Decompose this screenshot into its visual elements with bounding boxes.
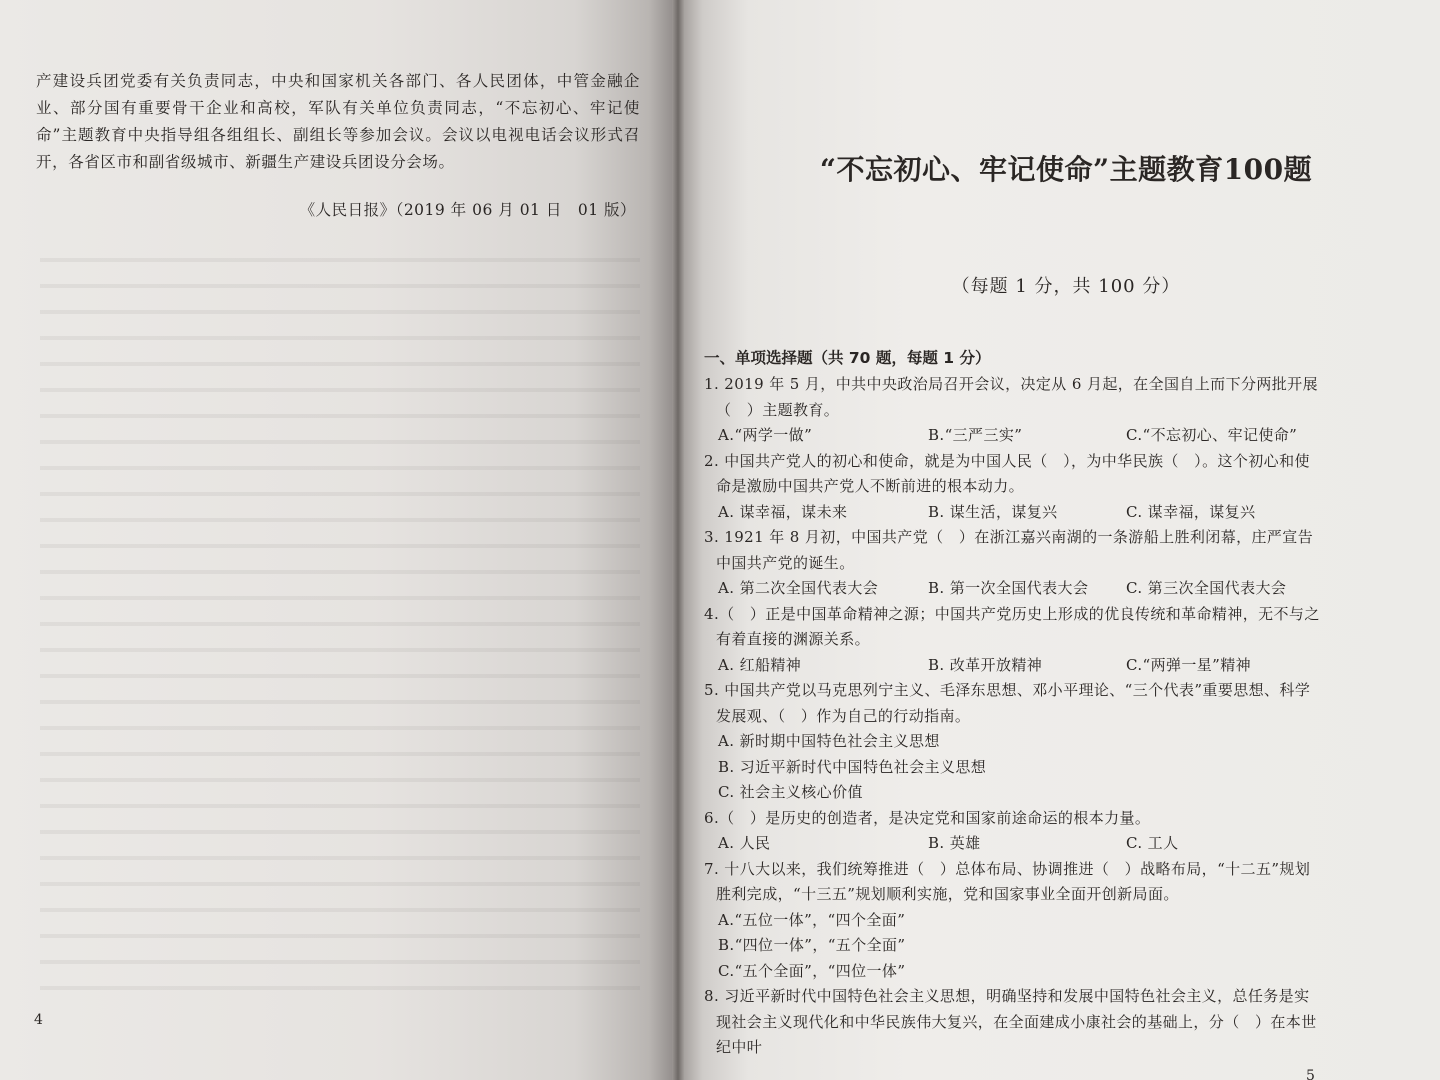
- question-stem: 8. 习近平新时代中国特色社会主义思想，明确坚持和发展中国特色社会主义，总任务是实现社会主义现代化和中华民族伟大复兴，在全面建成小康社会的基础上，分（ ）在本世纪中叶: [704, 987, 1317, 1056]
- show-through-text: [40, 240, 640, 1000]
- question-options: [704, 831, 1320, 857]
- question-item: [704, 372, 1320, 449]
- question-stem: 5. 中国共产党以马克思列宁主义、毛泽东思想、邓小平理论、“三个代表”重要思想、科学发展观、（ ）作为自己的行动指南。: [704, 681, 1311, 725]
- option-c: C.“两弹一星”精神: [1126, 655, 1252, 674]
- left-paragraph: 产建设兵团党委有关负责同志，中央和国家机关各部门、各人民团体，中管金融企业、部分国有重要骨干企业和高校，军队有关单位负责同志，“不忘初心、牢记使命”主题教育中央指导组各组组长、副组长等参加会议。会议以电视电话会议形式召开，各省区市和副省级城市、新疆生产建设兵团设分会场。: [36, 72, 640, 171]
- option-a: A.“五位一体”，“四个全面”: [718, 910, 906, 929]
- question-options: [704, 908, 1320, 985]
- question-options: [704, 500, 1320, 526]
- option-b: B. 谋生活，谋复兴: [928, 502, 1058, 521]
- page-title: “不忘初心、牢记使命”主题教育100题: [819, 153, 1313, 186]
- option-b: B. 改革开放精神: [928, 655, 1043, 674]
- book-gutter: [672, 0, 684, 1080]
- question-options: [704, 653, 1320, 679]
- option-a: A. 第二次全国代表大会: [718, 579, 879, 597]
- question-item: [704, 678, 1320, 806]
- option-c: C. 社会主义核心价值: [718, 783, 863, 801]
- question-stem: 2. 中国共产党人的初心和使命，就是为中国人民（ ），为中华民族（ ）。这个初心和使命是激励中国共产党人不断前进的根本动力。: [704, 451, 1310, 495]
- section-heading: 一、单项选择题（共 70 题，每题 1 分）: [704, 349, 991, 367]
- option-b: B. 英雄: [928, 834, 981, 852]
- question-item: [704, 449, 1320, 526]
- page-number-left: 4: [34, 1012, 43, 1028]
- option-b: B.“四位一体”，“五个全面”: [718, 936, 906, 954]
- question-stem: 1. 2019 年 5 月，中共中央政治局召开会议，决定从 6 月起，在全国自上而下分两批开展（ ）主题教育。: [704, 375, 1318, 419]
- question-options: [704, 729, 1320, 806]
- page-number-right: 5: [1306, 1068, 1315, 1080]
- option-c: C.“不忘初心、牢记使命”: [1126, 426, 1298, 444]
- page-subtitle: （每题 1 分，共 100 分）: [951, 276, 1181, 297]
- question-item: [704, 602, 1320, 679]
- option-b: B. 习近平新时代中国特色社会主义思想: [718, 757, 987, 776]
- left-page: [0, 0, 676, 1080]
- option-b: B.“三严三实”: [928, 426, 1023, 444]
- question-stem: 3. 1921 年 8 月初，中国共产党（ ）在浙江嘉兴南湖的一条游船上胜利闭幕，庄严宣告中国共产党的诞生。: [704, 528, 1314, 572]
- option-a: A. 人民: [718, 834, 771, 852]
- option-b: B. 第一次全国代表大会: [928, 579, 1089, 597]
- option-a: A. 谋幸福，谋未来: [718, 502, 848, 521]
- question-options: [704, 423, 1320, 449]
- question-item: [704, 984, 1320, 1061]
- question-stem: 4.（ ）正是中国革命精神之源；中国共产党历史上形成的优良传统和革命精神，无不与之有着直接的渊源关系。: [704, 604, 1320, 648]
- question-stem: 6.（ ）是历史的创造者，是决定党和国家前途命运的根本力量。: [704, 808, 1151, 827]
- option-c: C.“五个全面”，“四位一体”: [718, 961, 906, 980]
- option-a: A. 红船精神: [718, 655, 802, 674]
- option-c: C. 第三次全国代表大会: [1126, 579, 1287, 597]
- option-a: A.“两学一做”: [718, 426, 813, 444]
- option-c: C. 工人: [1126, 834, 1179, 852]
- question-item: [704, 806, 1320, 857]
- question-item: [704, 857, 1320, 985]
- question-list: [704, 372, 1320, 1061]
- option-c: C. 谋幸福，谋复兴: [1126, 502, 1256, 521]
- question-stem: 7. 十八大以来，我们统筹推进（ ）总体布局、协调推进（ ）战略布局，“十二五”规划胜利完成，“十三五”规划顺利实施，党和国家事业全面开创新局面。: [704, 859, 1311, 903]
- question-options: [704, 576, 1320, 602]
- source-citation: 《人民日报》（2019 年 06 月 01 日 01 版）: [299, 201, 636, 219]
- question-item: [704, 525, 1320, 602]
- right-page: [680, 0, 1440, 1080]
- option-a: A. 新时期中国特色社会主义思想: [718, 732, 940, 750]
